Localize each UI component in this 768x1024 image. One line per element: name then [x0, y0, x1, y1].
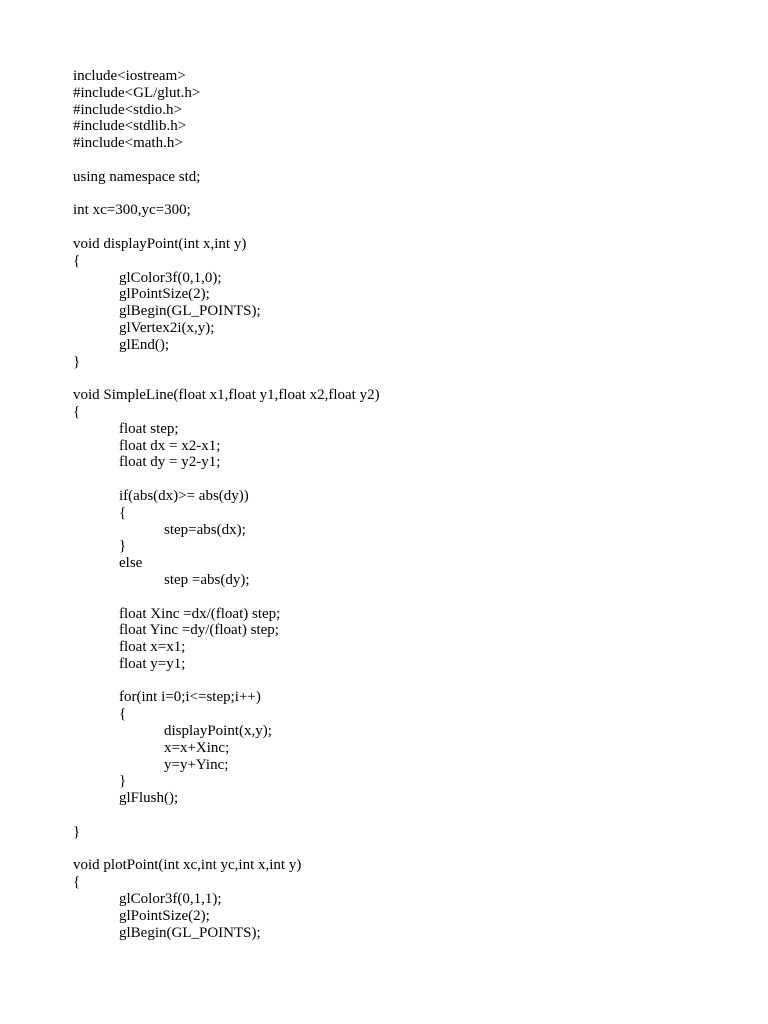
code-line: if(abs(dx)>= abs(dy))	[119, 487, 249, 504]
code-listing	[73, 68, 733, 941]
code-line: {	[73, 403, 81, 420]
code-line: void plotPoint(int xc,int yc,int x,int y)	[73, 857, 302, 874]
code-line: void SimpleLine(float x1,float y1,float x2,float y2)	[73, 387, 380, 404]
code-line: #include<GL/glut.h>	[73, 84, 201, 101]
code-line: x=x+Xinc;	[164, 739, 230, 756]
code-line: int xc=300,yc=300;	[73, 202, 191, 219]
blank-line	[73, 471, 733, 488]
code-line: glEnd();	[119, 336, 169, 353]
blank-line	[73, 219, 733, 236]
code-line: glPointSize(2);	[119, 286, 210, 303]
code-line: step =abs(dy);	[164, 571, 250, 588]
code-line: {	[73, 252, 81, 269]
code-line: else	[119, 555, 143, 572]
blank-line	[73, 370, 733, 387]
code-line: }	[73, 353, 81, 370]
code-line: glFlush();	[119, 790, 179, 807]
code-line: glBegin(GL_POINTS);	[119, 303, 261, 320]
code-line: float x=x1;	[119, 639, 186, 656]
code-line: float y=y1;	[119, 655, 186, 672]
code-line: float dx = x2-x1;	[119, 437, 221, 454]
code-line: }	[119, 773, 127, 790]
code-line: float dy = y2-y1;	[119, 454, 221, 471]
blank-line	[73, 807, 733, 824]
code-line: {	[119, 504, 127, 521]
code-line: step=abs(dx);	[164, 521, 246, 538]
code-line: #include<math.h>	[73, 135, 183, 152]
code-line: float Xinc =dx/(float) step;	[119, 605, 281, 622]
code-line: displayPoint(x,y);	[164, 723, 272, 740]
blank-line	[73, 841, 733, 858]
code-line: glColor3f(0,1,1);	[119, 891, 222, 908]
code-line: glBegin(GL_POINTS);	[119, 924, 261, 941]
code-line: using namespace std;	[73, 168, 201, 185]
code-line: include<iostream>	[73, 68, 186, 84]
code-line: void displayPoint(int x,int y)	[73, 235, 247, 252]
code-line: glVertex2i(x,y);	[119, 319, 215, 336]
code-line: float step;	[119, 420, 179, 437]
code-line: #include<stdlib.h>	[73, 118, 187, 135]
blank-line	[73, 589, 733, 606]
code-line: }	[119, 538, 127, 555]
code-line: #include<stdio.h>	[73, 101, 182, 118]
code-line: glPointSize(2);	[119, 907, 210, 924]
code-line: float Yinc =dy/(float) step;	[119, 622, 279, 639]
blank-line	[73, 673, 733, 690]
code-line: for(int i=0;i<=step;i++)	[119, 689, 261, 706]
blank-line	[73, 186, 733, 203]
code-line: {	[73, 874, 81, 891]
code-line: {	[119, 706, 127, 723]
code-line: glColor3f(0,1,0);	[119, 269, 222, 286]
code-line: }	[73, 823, 81, 840]
blank-line	[73, 152, 733, 169]
code-line: y=y+Yinc;	[164, 756, 229, 773]
